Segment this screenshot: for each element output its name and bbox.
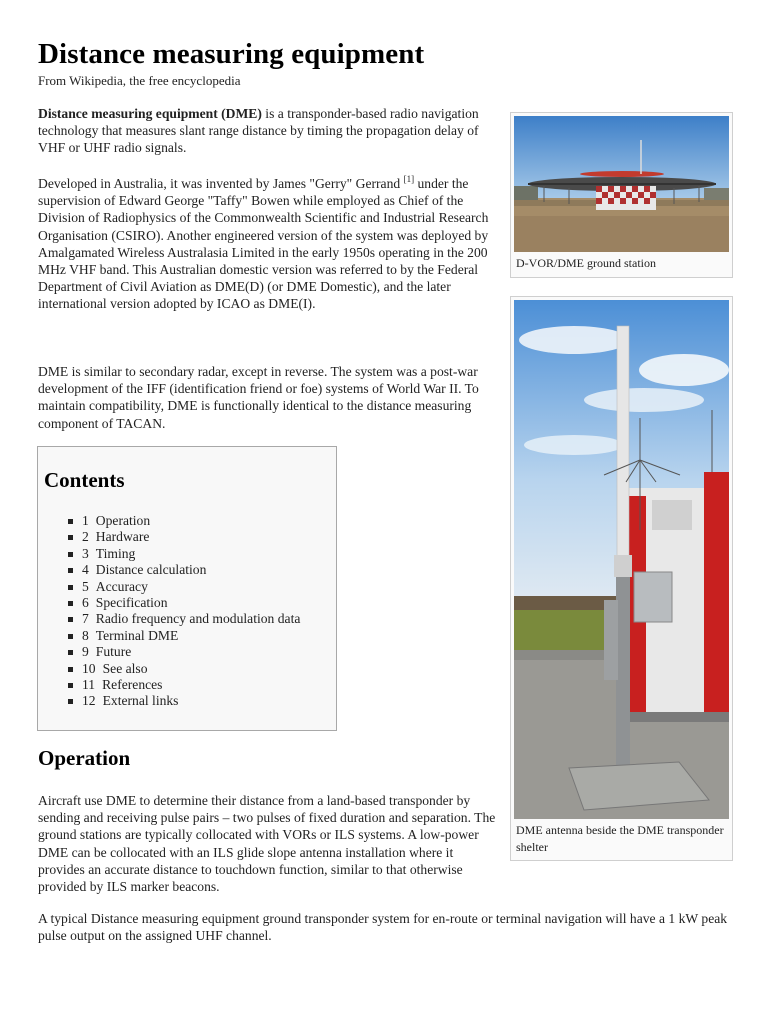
toc-item-label: Specification [95, 595, 168, 611]
toc-item[interactable] [68, 529, 300, 545]
figure-ground-station [510, 112, 733, 278]
history-text-end: under the supervision of Edward George "Taffy" Bowen while employed as Chief of the Division of Radiophysics of the Commonwealth Scientific and Industrial Research Organisation (CSIRO). Another engineered version of the system was deployed by Amalgamated Wireless Australasia Limited in the early 1950s operating in the 200 MHz VHF band. This Australian domestic version was referred to by the Federal Department of Civil Aviation as DME(D) (or DME Domestic), and the later international version adopted by ICAO as DME(I). [38, 176, 489, 312]
ground-station-photo[interactable] [514, 116, 729, 252]
toc-item-label: Operation [95, 513, 151, 528]
toc-item-number: 11 [82, 677, 96, 693]
toc-item-label: Future [95, 644, 132, 660]
toc-item-label: Timing [95, 545, 136, 561]
table-of-contents [37, 446, 337, 731]
toc-item[interactable] [68, 579, 300, 595]
figure-caption-ground-station: D-VOR/DME ground station [516, 256, 656, 270]
figure-caption-dme-antenna: DME antenna beside the DME transponder shelter [516, 823, 724, 854]
comparison-paragraph: DME is similar to secondary radar, except in reverse. The system was a post-war development of the IFF (identification friend or foe) systems of World War II. To maintain compatibility, DME is functionally identical to the distance measuring component of TACAN. [38, 364, 479, 431]
page-title: Distance measuring equipment [38, 38, 425, 70]
toc-item[interactable] [68, 644, 300, 660]
toc-item-number: 2 [82, 529, 89, 545]
toc-item-number: 12 [82, 693, 96, 709]
figure-dme-antenna [510, 296, 733, 861]
intro-term: Distance measuring equipment (DME) [38, 106, 262, 121]
toc-item[interactable] [68, 661, 300, 677]
toc-item-label: Terminal DME [95, 627, 179, 643]
toc-item[interactable] [68, 546, 300, 562]
dme-antenna-photo[interactable] [514, 300, 729, 819]
intro-text: is a transponder-based radio navigation technology that measures slant range distance by timing the propagation delay of VHF or UHF radio signals. [38, 106, 479, 156]
toc-item-number: 1 [82, 513, 89, 528]
operation-paragraph-1 [38, 792, 498, 895]
toc-item-label: Distance calculation [95, 562, 207, 578]
page-tagline: From Wikipedia, the free encyclopedia [38, 73, 241, 88]
toc-item-label: Radio frequency and modulation data [95, 611, 301, 627]
toc-item-number: 4 [82, 562, 89, 578]
toc-title: Contents [44, 468, 125, 492]
toc-item-label: External links [102, 693, 179, 709]
toc-item-number: 10 [82, 660, 96, 676]
toc-item-label: See also [102, 660, 148, 676]
history-paragraph [38, 175, 490, 313]
toc-item[interactable] [68, 628, 300, 644]
toc-item-label: References [102, 677, 163, 693]
toc-item[interactable] [68, 562, 300, 578]
toc-item[interactable] [68, 693, 300, 709]
toc-item[interactable] [68, 513, 300, 529]
operation-paragraph-2: A typical Distance measuring equipment ground transponder system for en-route or terminal navigation will have a 1 kW peak pulse output on the assigned UHF channel. [38, 911, 728, 944]
operation-text-1: Aircraft use DME to determine their distance from a land-based transponder by sending and receiving pulse pairs – two pulses of fixed duration and separation. The ground stations are typically collocated with VORs or ILS systems. A low-power DME can be collocated with an ILS glide slope antenna installation where it provides an accurate distance to touchdown function, similar to that otherwise provided by ILS marker beacons. [38, 793, 496, 895]
toc-item[interactable] [68, 611, 300, 627]
toc-item-number: 3 [82, 545, 89, 561]
history-text-start: Developed in Australia, it was invented by James "Gerry" Gerrand [38, 176, 404, 191]
toc-item[interactable] [68, 677, 300, 693]
toc-list [68, 513, 300, 710]
toc-item-label: Accuracy [95, 578, 148, 594]
toc-item-number: 6 [82, 595, 89, 611]
toc-item[interactable] [68, 595, 300, 611]
toc-item-number: 9 [82, 644, 89, 660]
section-heading-operation: Operation [38, 746, 131, 770]
toc-item-number: 8 [82, 627, 89, 643]
toc-item-number: 5 [82, 578, 89, 594]
toc-item-number: 7 [82, 611, 89, 627]
toc-item-label: Hardware [95, 529, 150, 545]
intro-paragraph [38, 105, 490, 157]
reference-link-1[interactable]: [1] [403, 174, 415, 184]
